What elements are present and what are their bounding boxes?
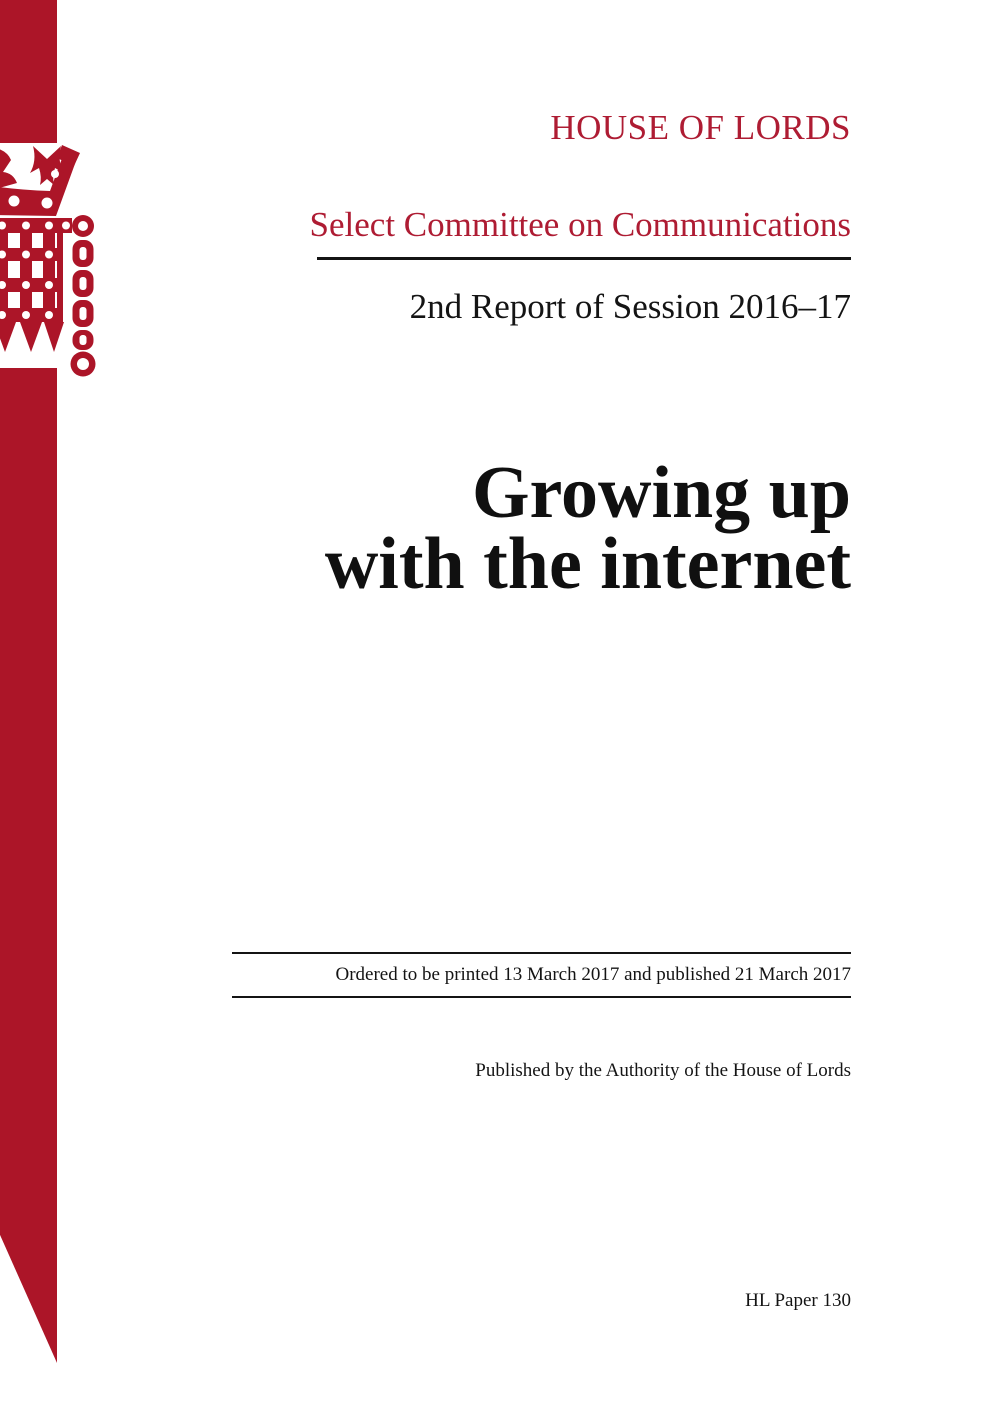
institution-name: HOUSE OF LORDS <box>550 108 851 147</box>
title-line-2: with the internet <box>324 523 851 605</box>
imprint-rule-top <box>232 952 851 954</box>
title-line-1: Growing up <box>471 452 851 534</box>
paper-number: HL Paper 130 <box>745 1290 851 1311</box>
committee-name: Select Committee on Communications <box>309 205 851 244</box>
crowned-portcullis-icon <box>0 145 100 378</box>
ordered-printed-line: Ordered to be printed 13 March 2017 and published 21 March 2017 <box>335 964 851 985</box>
committee-rule <box>317 257 851 260</box>
imprint-rule-bottom <box>232 996 851 998</box>
page-title <box>324 452 851 605</box>
report-session-line: 2nd Report of Session 2016–17 <box>409 287 851 326</box>
published-authority-line: Published by the Authority of the House of Lords <box>475 1060 851 1081</box>
